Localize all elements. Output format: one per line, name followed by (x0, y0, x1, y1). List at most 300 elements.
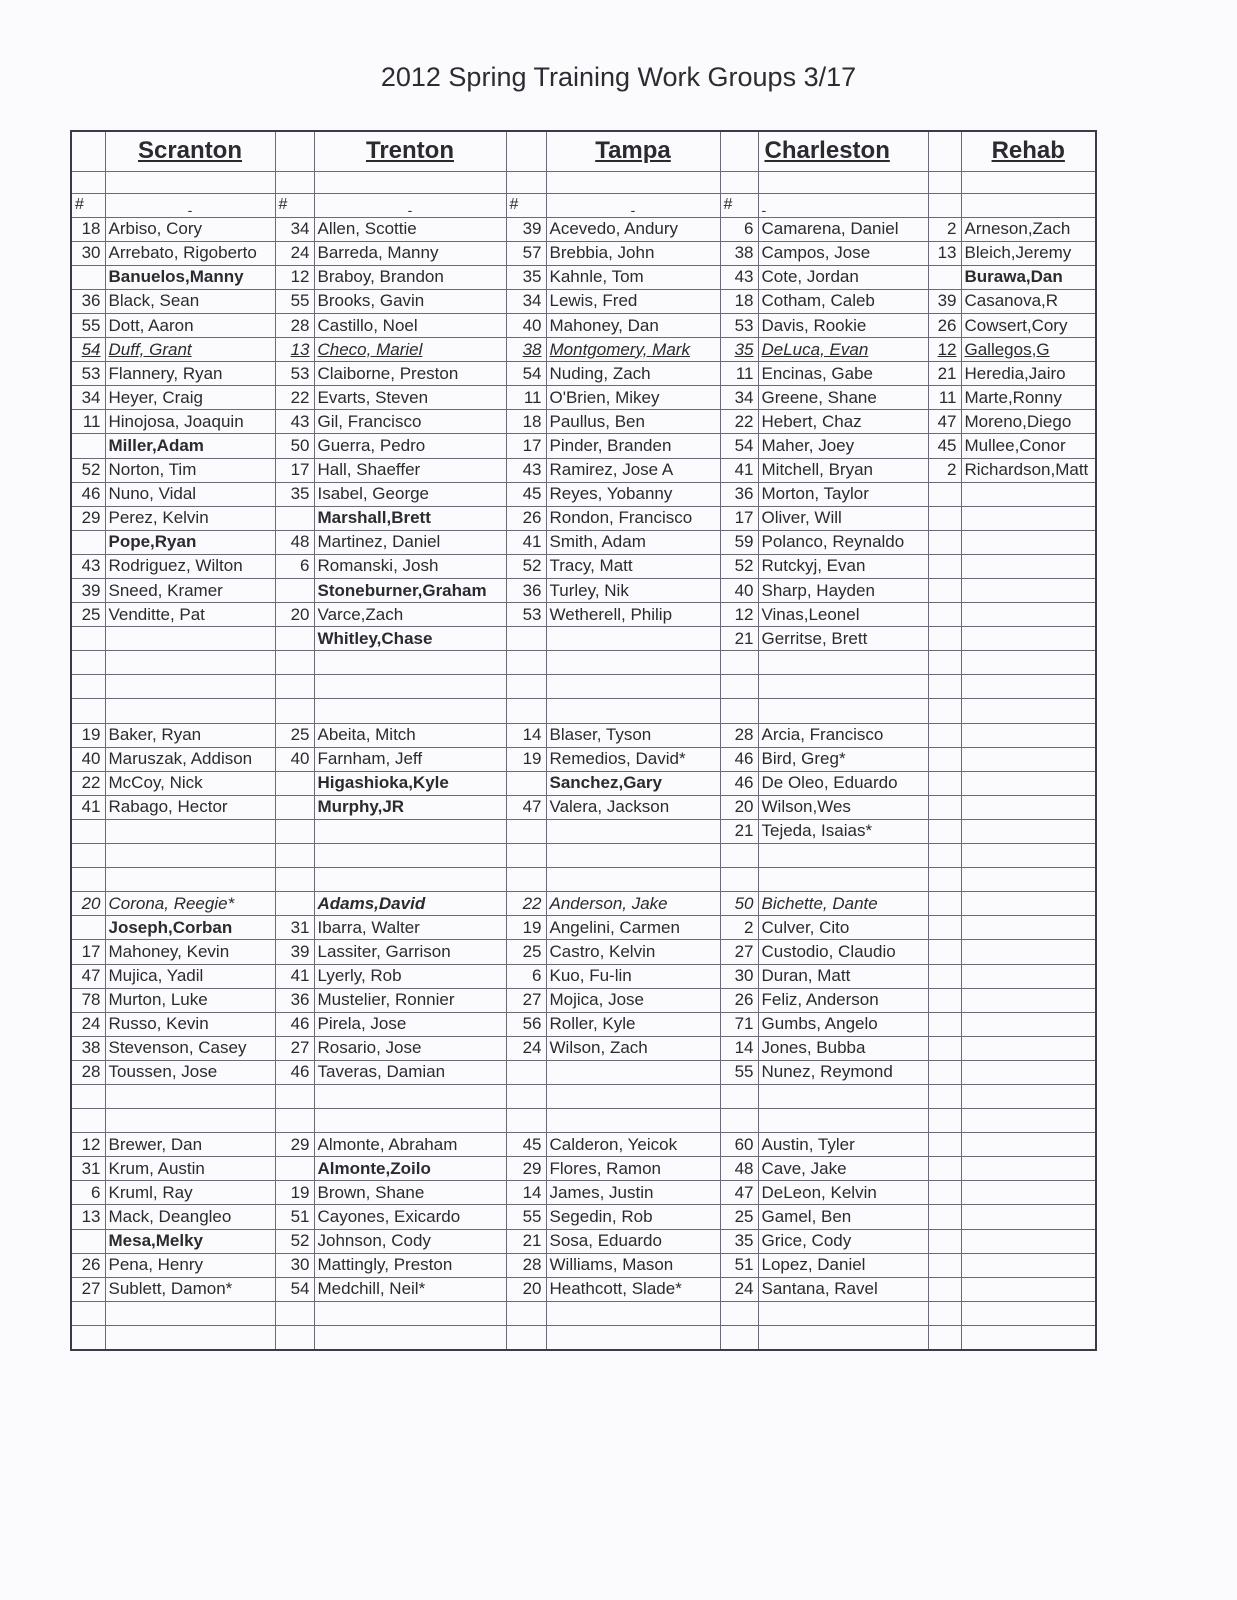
player-name: Polanco, Reynaldo (758, 530, 928, 554)
player-name (758, 1301, 928, 1325)
player-name: Evarts, Steven (314, 386, 506, 410)
player-name: Duran, Matt (758, 964, 928, 988)
player-name: Brown, Shane (314, 1181, 506, 1205)
player-name (314, 699, 506, 723)
player-name: Davis, Rookie (758, 313, 928, 337)
player-name (961, 1133, 1096, 1157)
table-row (71, 1036, 1096, 1060)
player-number: 50 (720, 892, 758, 916)
player-number: 12 (720, 603, 758, 627)
player-name: Richardson,Matt (961, 458, 1096, 482)
player-number: 17 (275, 458, 314, 482)
player-name: Santana, Ravel (758, 1277, 928, 1301)
player-number (928, 1253, 961, 1277)
player-name: Mujica, Yadil (105, 964, 275, 988)
player-number: 19 (506, 916, 546, 940)
player-name (758, 844, 928, 868)
table-row (71, 723, 1096, 747)
player-name (961, 579, 1096, 603)
player-name (314, 1109, 506, 1133)
player-number: 45 (506, 482, 546, 506)
player-name (105, 699, 275, 723)
player-number: 19 (506, 747, 546, 771)
player-name (961, 1253, 1096, 1277)
player-name (546, 1060, 720, 1084)
player-name: Rodriguez, Wilton (105, 554, 275, 578)
player-name (758, 651, 928, 675)
table-row (71, 675, 1096, 699)
player-name: Austin, Tyler (758, 1133, 928, 1157)
player-number (275, 1084, 314, 1108)
player-number: 21 (720, 627, 758, 651)
player-name: Cotham, Caleb (758, 289, 928, 313)
player-number (71, 1301, 105, 1325)
player-name: Pirela, Jose (314, 1012, 506, 1036)
player-number: 34 (275, 217, 314, 241)
player-number (506, 868, 546, 892)
player-name: Corona, Reegie* (105, 892, 275, 916)
player-name: Kuo, Fu-lin (546, 964, 720, 988)
player-number: 22 (506, 892, 546, 916)
player-number: 27 (71, 1277, 105, 1301)
player-name: Nuno, Vidal (105, 482, 275, 506)
player-number: 45 (928, 434, 961, 458)
team-header-row (71, 131, 1096, 171)
player-number: 14 (720, 1036, 758, 1060)
player-number (928, 795, 961, 819)
player-name: Heyer, Craig (105, 386, 275, 410)
player-number (506, 771, 546, 795)
player-number: 60 (720, 1133, 758, 1157)
player-name: Taveras, Damian (314, 1060, 506, 1084)
player-number: 39 (928, 289, 961, 313)
player-name: Hebert, Chaz (758, 410, 928, 434)
player-number: 36 (71, 289, 105, 313)
blank-cell (275, 131, 314, 171)
player-name: De Oleo, Eduardo (758, 771, 928, 795)
player-name: Higashioka,Kyle (314, 771, 506, 795)
player-name: Gerritse, Brett (758, 627, 928, 651)
player-number (928, 771, 961, 795)
player-name (961, 627, 1096, 651)
player-name: Castro, Kelvin (546, 940, 720, 964)
player-name: Perez, Kelvin (105, 506, 275, 530)
player-number (275, 651, 314, 675)
player-number (928, 1012, 961, 1036)
player-number: 21 (928, 362, 961, 386)
table-row (71, 482, 1096, 506)
player-number: 40 (71, 747, 105, 771)
player-number (275, 699, 314, 723)
player-name: Brooks, Gavin (314, 289, 506, 313)
table-row (71, 458, 1096, 482)
player-name (758, 699, 928, 723)
player-name (314, 844, 506, 868)
player-name: Mitchell, Bryan (758, 458, 928, 482)
player-name: Almonte, Abraham (314, 1133, 506, 1157)
player-number: 21 (720, 819, 758, 843)
table-row (71, 1229, 1096, 1253)
table-row (71, 747, 1096, 771)
player-name: Abeita, Mitch (314, 723, 506, 747)
player-number: 28 (720, 723, 758, 747)
player-number: 28 (506, 1253, 546, 1277)
player-number: 6 (275, 554, 314, 578)
player-number (928, 1060, 961, 1084)
player-name: Roller, Kyle (546, 1012, 720, 1036)
player-name (961, 916, 1096, 940)
player-name: Whitley,Chase (314, 627, 506, 651)
player-name: Claiborne, Preston (314, 362, 506, 386)
player-number (275, 868, 314, 892)
player-name: Wetherell, Philip (546, 603, 720, 627)
player-number (275, 892, 314, 916)
player-name: Nunez, Reymond (758, 1060, 928, 1084)
player-name: Nuding, Zach (546, 362, 720, 386)
table-row (71, 795, 1096, 819)
player-name: Mojica, Jose (546, 988, 720, 1012)
player-name: Greene, Shane (758, 386, 928, 410)
player-name: Gil, Francisco (314, 410, 506, 434)
player-number (71, 627, 105, 651)
player-number (506, 651, 546, 675)
player-number: 22 (275, 386, 314, 410)
player-number (71, 434, 105, 458)
player-name: Montgomery, Mark (546, 338, 720, 362)
player-number: 25 (71, 603, 105, 627)
player-name: Stoneburner,Graham (314, 579, 506, 603)
player-number: 56 (506, 1012, 546, 1036)
player-number (720, 675, 758, 699)
player-number: 14 (506, 1181, 546, 1205)
player-name: Farnham, Jeff (314, 747, 506, 771)
number-header: # (720, 193, 758, 217)
player-name (314, 1301, 506, 1325)
player-name (758, 1084, 928, 1108)
player-number: 51 (720, 1253, 758, 1277)
table-row (71, 1060, 1096, 1084)
player-name: Anderson, Jake (546, 892, 720, 916)
player-number: 18 (71, 217, 105, 241)
player-name (105, 627, 275, 651)
player-number (506, 675, 546, 699)
number-header: # (275, 193, 314, 217)
player-number: 26 (720, 988, 758, 1012)
player-name: Cowsert,Cory (961, 313, 1096, 337)
player-number: 34 (720, 386, 758, 410)
player-name (546, 1301, 720, 1325)
player-name (961, 1325, 1096, 1349)
table-row (71, 386, 1096, 410)
player-name: Gumbs, Angelo (758, 1012, 928, 1036)
player-name: Pena, Henry (105, 1253, 275, 1277)
player-name: Miller,Adam (105, 434, 275, 458)
player-number (928, 554, 961, 578)
player-number: 48 (720, 1157, 758, 1181)
player-name: Venditte, Pat (105, 603, 275, 627)
player-name (314, 819, 506, 843)
player-number: 20 (71, 892, 105, 916)
player-name: Arrebato, Rigoberto (105, 241, 275, 265)
player-number: 39 (275, 940, 314, 964)
player-number (928, 482, 961, 506)
player-number (71, 1325, 105, 1349)
player-name: Baker, Ryan (105, 723, 275, 747)
player-number: 40 (275, 747, 314, 771)
player-name: Feliz, Anderson (758, 988, 928, 1012)
player-name: Morton, Taylor (758, 482, 928, 506)
player-number: 19 (275, 1181, 314, 1205)
player-name (961, 1205, 1096, 1229)
player-number: 55 (275, 289, 314, 313)
player-name: Mesa,Melky (105, 1229, 275, 1253)
player-name: Murton, Luke (105, 988, 275, 1012)
player-name (961, 1060, 1096, 1084)
player-number (928, 723, 961, 747)
player-number (928, 844, 961, 868)
player-number (928, 1229, 961, 1253)
player-number: 28 (275, 313, 314, 337)
player-number (275, 1301, 314, 1325)
player-number (275, 675, 314, 699)
player-name: Turley, Nik (546, 579, 720, 603)
player-number: 18 (720, 289, 758, 313)
player-number (506, 819, 546, 843)
player-name (105, 844, 275, 868)
player-number (928, 1325, 961, 1349)
player-number (928, 1157, 961, 1181)
player-name: Kahnle, Tom (546, 265, 720, 289)
player-name: Blaser, Tyson (546, 723, 720, 747)
player-number: 53 (506, 603, 546, 627)
table-row (71, 410, 1096, 434)
player-name: Tracy, Matt (546, 554, 720, 578)
player-number (928, 964, 961, 988)
player-number (928, 868, 961, 892)
player-number: 43 (275, 410, 314, 434)
player-number: 38 (71, 1036, 105, 1060)
player-name (961, 482, 1096, 506)
player-name: Gallegos,G (961, 338, 1096, 362)
player-name (758, 1109, 928, 1133)
spacer-row (71, 171, 1096, 193)
player-number: 54 (506, 362, 546, 386)
player-number (506, 844, 546, 868)
player-name: Bird, Greg* (758, 747, 928, 771)
player-name: Joseph,Corban (105, 916, 275, 940)
player-number: 78 (71, 988, 105, 1012)
player-number (720, 868, 758, 892)
table-row (71, 988, 1096, 1012)
table-row (71, 1205, 1096, 1229)
dash-mark: - (758, 193, 928, 217)
player-name: Ramirez, Jose A (546, 458, 720, 482)
player-name: Lassiter, Garrison (314, 940, 506, 964)
player-name: DeLuca, Evan (758, 338, 928, 362)
player-name: Romanski, Josh (314, 554, 506, 578)
table-row (71, 1181, 1096, 1205)
player-number: 30 (71, 241, 105, 265)
player-name: Sosa, Eduardo (546, 1229, 720, 1253)
player-name: Bichette, Dante (758, 892, 928, 916)
player-number (275, 506, 314, 530)
table-row (71, 627, 1096, 651)
player-number (928, 1277, 961, 1301)
player-number: 30 (720, 964, 758, 988)
player-number (928, 916, 961, 940)
player-number: 11 (720, 362, 758, 386)
player-name: Allen, Scottie (314, 217, 506, 241)
player-name: Brebbia, John (546, 241, 720, 265)
table-row (71, 1133, 1096, 1157)
player-number: 27 (275, 1036, 314, 1060)
column-header-tampa: Tampa (546, 131, 720, 171)
player-name: Toussen, Jose (105, 1060, 275, 1084)
player-name: Tejeda, Isaias* (758, 819, 928, 843)
player-number (506, 1084, 546, 1108)
player-number: 47 (506, 795, 546, 819)
player-number (928, 940, 961, 964)
player-number: 22 (720, 410, 758, 434)
player-number: 41 (71, 795, 105, 819)
player-name (961, 530, 1096, 554)
player-number: 54 (71, 338, 105, 362)
player-number (928, 506, 961, 530)
table-row (71, 892, 1096, 916)
player-name (961, 1301, 1096, 1325)
table-row (71, 217, 1096, 241)
player-name: Sharp, Hayden (758, 579, 928, 603)
blank-cell (720, 131, 758, 171)
player-number (720, 1301, 758, 1325)
player-name: Moreno,Diego (961, 410, 1096, 434)
player-number: 59 (720, 530, 758, 554)
player-name (961, 964, 1096, 988)
player-name (314, 675, 506, 699)
player-name: Pinder, Branden (546, 434, 720, 458)
player-number (928, 530, 961, 554)
player-name: DeLeon, Kelvin (758, 1181, 928, 1205)
player-name: Remedios, David* (546, 747, 720, 771)
player-number: 24 (506, 1036, 546, 1060)
player-name (961, 940, 1096, 964)
player-name: Adams,David (314, 892, 506, 916)
player-number: 20 (720, 795, 758, 819)
player-name: Valera, Jackson (546, 795, 720, 819)
blank-cell (961, 193, 1096, 217)
player-number: 25 (720, 1205, 758, 1229)
player-number (275, 1157, 314, 1181)
player-number (928, 1205, 961, 1229)
player-name (314, 1325, 506, 1349)
player-name: Cote, Jordan (758, 265, 928, 289)
player-name (961, 723, 1096, 747)
column-header-scranton: Scranton (105, 131, 275, 171)
player-name: Varce,Zach (314, 603, 506, 627)
player-name: Arcia, Francisco (758, 723, 928, 747)
player-name (961, 1181, 1096, 1205)
player-number: 39 (71, 579, 105, 603)
player-name: Murphy,JR (314, 795, 506, 819)
player-number (275, 795, 314, 819)
player-number (506, 1060, 546, 1084)
player-number: 47 (720, 1181, 758, 1205)
player-number: 22 (71, 771, 105, 795)
player-name: Martinez, Daniel (314, 530, 506, 554)
player-number: 29 (275, 1133, 314, 1157)
player-number (275, 1109, 314, 1133)
player-number: 31 (71, 1157, 105, 1181)
player-name: Mahoney, Dan (546, 313, 720, 337)
player-number (928, 1084, 961, 1108)
player-name (758, 675, 928, 699)
table-row (71, 434, 1096, 458)
player-name: Oliver, Will (758, 506, 928, 530)
player-number: 55 (71, 313, 105, 337)
player-number: 54 (720, 434, 758, 458)
player-number (928, 819, 961, 843)
player-name: Camarena, Daniel (758, 217, 928, 241)
player-name: Mattingly, Preston (314, 1253, 506, 1277)
table-row (71, 868, 1096, 892)
player-name (961, 868, 1096, 892)
number-header-row (71, 193, 1096, 217)
player-number: 46 (720, 771, 758, 795)
player-name (546, 699, 720, 723)
player-name: Rondon, Francisco (546, 506, 720, 530)
player-name (546, 1084, 720, 1108)
player-number: 17 (71, 940, 105, 964)
player-number: 21 (506, 1229, 546, 1253)
player-number (275, 844, 314, 868)
player-name: Maher, Joey (758, 434, 928, 458)
player-number: 35 (720, 338, 758, 362)
player-number: 36 (506, 579, 546, 603)
player-number: 24 (71, 1012, 105, 1036)
player-number: 6 (720, 217, 758, 241)
player-name: Rosario, Jose (314, 1036, 506, 1060)
player-name (105, 819, 275, 843)
player-number: 25 (506, 940, 546, 964)
player-number (71, 530, 105, 554)
player-name (961, 1084, 1096, 1108)
player-name: Grice, Cody (758, 1229, 928, 1253)
column-header-rehab: Rehab (961, 131, 1096, 171)
player-number (928, 1133, 961, 1157)
player-name (961, 675, 1096, 699)
player-name (961, 988, 1096, 1012)
player-name: Casanova,R (961, 289, 1096, 313)
table-row (71, 1325, 1096, 1349)
player-number: 13 (928, 241, 961, 265)
player-number: 29 (71, 506, 105, 530)
player-name (961, 651, 1096, 675)
player-name (314, 868, 506, 892)
player-number (928, 603, 961, 627)
player-name (961, 771, 1096, 795)
table-row (71, 1277, 1096, 1301)
player-number (720, 1084, 758, 1108)
player-number: 46 (71, 482, 105, 506)
player-name: Cave, Jake (758, 1157, 928, 1181)
player-name: Maruszak, Addison (105, 747, 275, 771)
player-name: Culver, Cito (758, 916, 928, 940)
player-number: 19 (71, 723, 105, 747)
blank-cell (506, 131, 546, 171)
player-name: Mahoney, Kevin (105, 940, 275, 964)
player-number: 71 (720, 1012, 758, 1036)
player-number (720, 844, 758, 868)
